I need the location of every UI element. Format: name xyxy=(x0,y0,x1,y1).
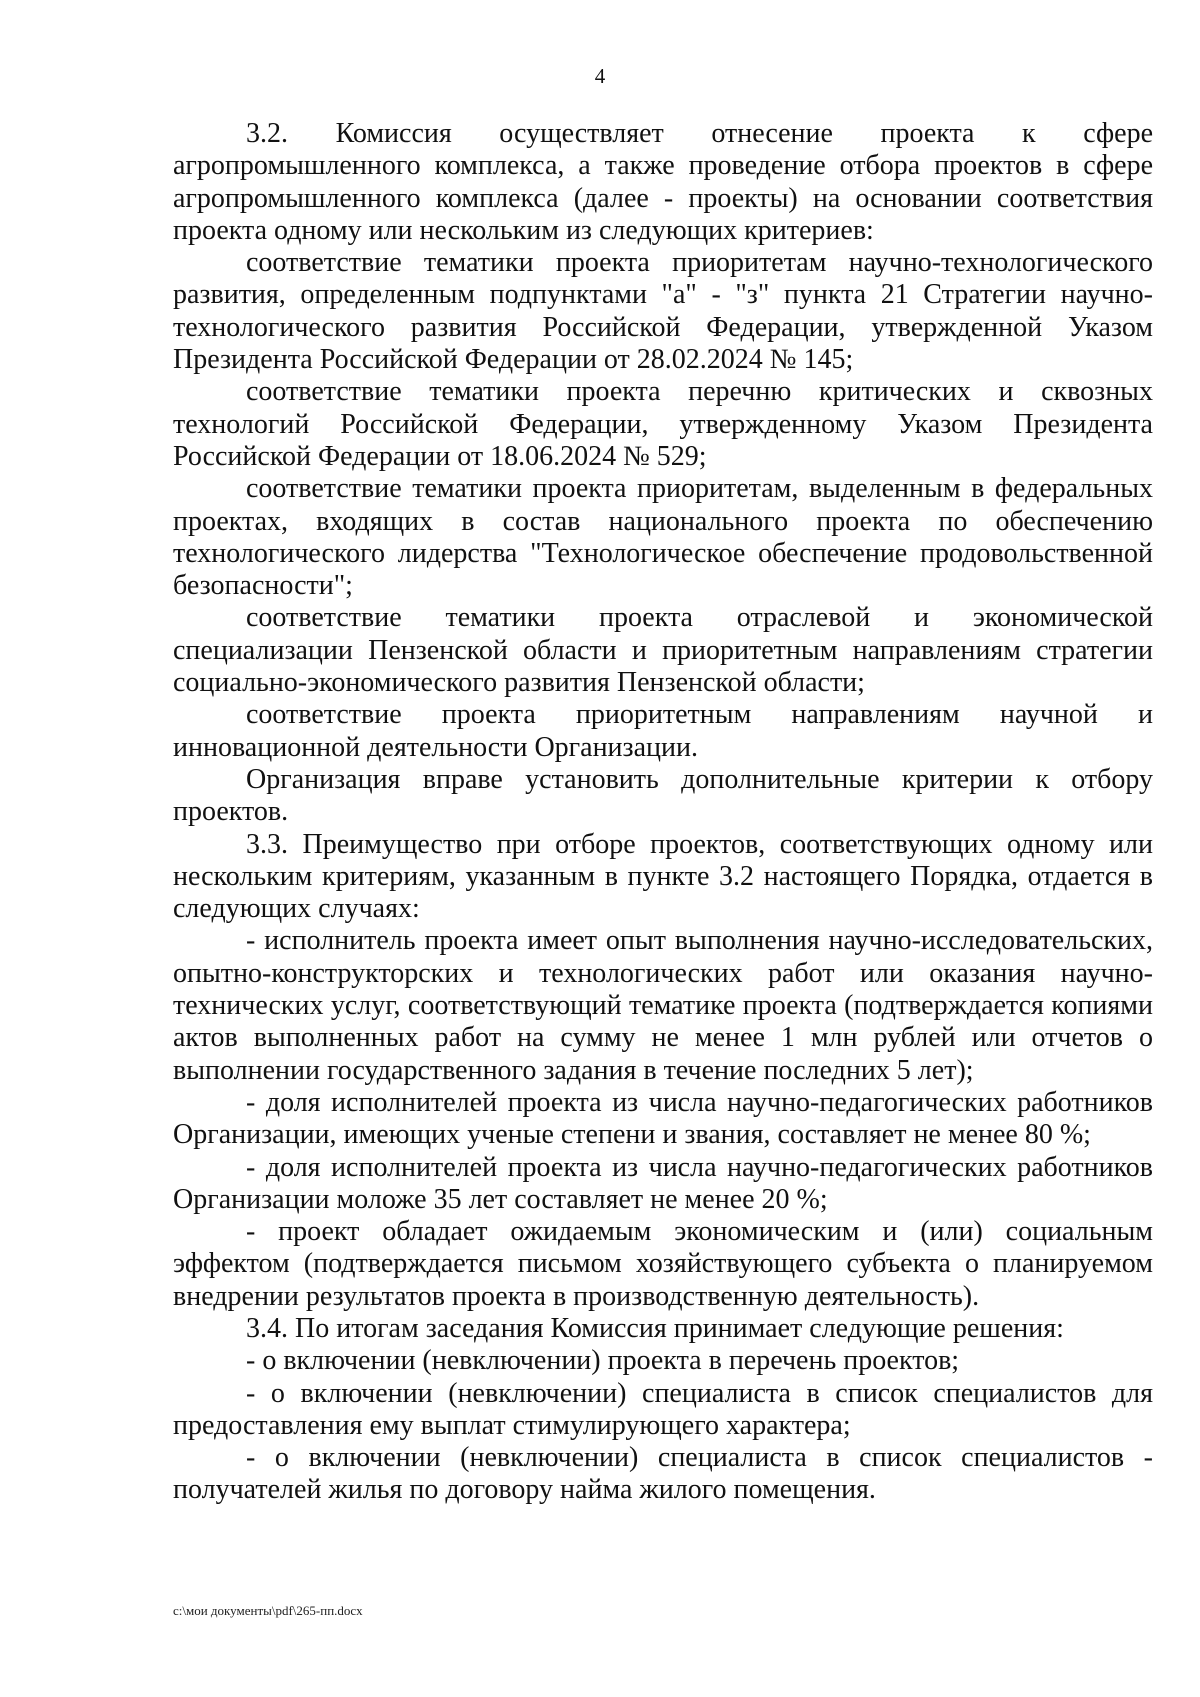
additional-criteria-paragraph: Организация вправе установить дополнительные критерии к отбору проектов. xyxy=(173,763,1153,828)
criterion-paragraph: соответствие тематики проекта отраслевой и экономической специализации Пензенской области и приоритетным направлениям стратегии социально-экономического развития Пензенской области; xyxy=(173,602,1153,699)
footer-file-path: c:\мои документы\pdf\265-пп.docx xyxy=(173,1603,363,1618)
decision-list-item: - о включении (невключении) специалиста в список специалистов - получателей жилья по договору найма жилого помещения. xyxy=(173,1442,1153,1506)
advantage-list-item: - доля исполнителей проекта из числа научно-педагогических работников Организации моложе 35 лет составляет не менее 20 %; xyxy=(173,1151,1153,1215)
paragraph-3-3: 3.3. Преимущество при отборе проектов, соответствующих одному или нескольким критериям, указанным в пункте 3.2 настоящего Порядка, отдается в следующих случаях: xyxy=(173,828,1153,925)
criterion-paragraph: соответствие проекта приоритетным направлениям научной и инновационной деятельности Организации. xyxy=(173,699,1153,763)
advantage-list-item: - проект обладает ожидаемым экономическим и (или) социальным эффектом (подтверждается письмом хозяйствующего субъекта о планируемом внедрении результатов проекта в производственную деятельность). xyxy=(173,1216,1153,1312)
criterion-paragraph: соответствие тематики проекта приоритетам, выделенным в федеральных проектах, входящих в состав национального проекта по обеспечению технологического лидерства "Технологическое обеспечение продовольственной безопасности"; xyxy=(173,473,1153,602)
advantage-list-item: - исполнитель проекта имеет опыт выполнения научно-исследовательских, опытно-конструкторских и технологических работ или оказания научно-технических услуг, соответствующий тематике проекта (подтверждается копиями актов выполненных работ на сумму не менее 1 млн рублей или отчетов о выполнении государственного задания в течение последних 5 лет); xyxy=(173,925,1153,1086)
page-number: 4 xyxy=(594,64,606,88)
decision-list-item: - о включении (невключении) проекта в перечень проектов; xyxy=(246,1345,960,1377)
advantage-list-item: - доля исполнителей проекта из числа научно-педагогических работников Организации, имеющих ученые степени и звания, составляет не менее 80 %; xyxy=(173,1086,1153,1151)
paragraph-3-2: 3.2. Комиссия осуществляет отнесение проекта к сфере агропромышленного комплекса, а также проведение отбора проектов в сфере агропромышленного комплекса (далее - проекты) на основании соответствия проекта одному или нескольким из следующих критериев: xyxy=(173,118,1153,246)
decision-list-item: - о включении (невключении) специалиста в список специалистов для предоставления ему выплат стимулирующего характера; xyxy=(173,1377,1153,1441)
criterion-paragraph: соответствие тематики проекта приоритетам научно-технологического развития, определенным подпунктами "а" - "з" пункта 21 Стратегии научно-технологического развития Российской Федерации, утвержденной Указом Президента Российской Федерации от 28.02.2024 № 145; xyxy=(173,247,1153,376)
document-body xyxy=(173,118,1153,1507)
criterion-paragraph: соответствие тематики проекта перечню критических и сквозных технологий Российской Федерации, утвержденному Указом Президента Российской Федерации от 18.06.2024 № 529; xyxy=(173,376,1153,472)
paragraph-3-4: 3.4. По итогам заседания Комиссия принимает следующие решения: xyxy=(246,1312,1064,1344)
